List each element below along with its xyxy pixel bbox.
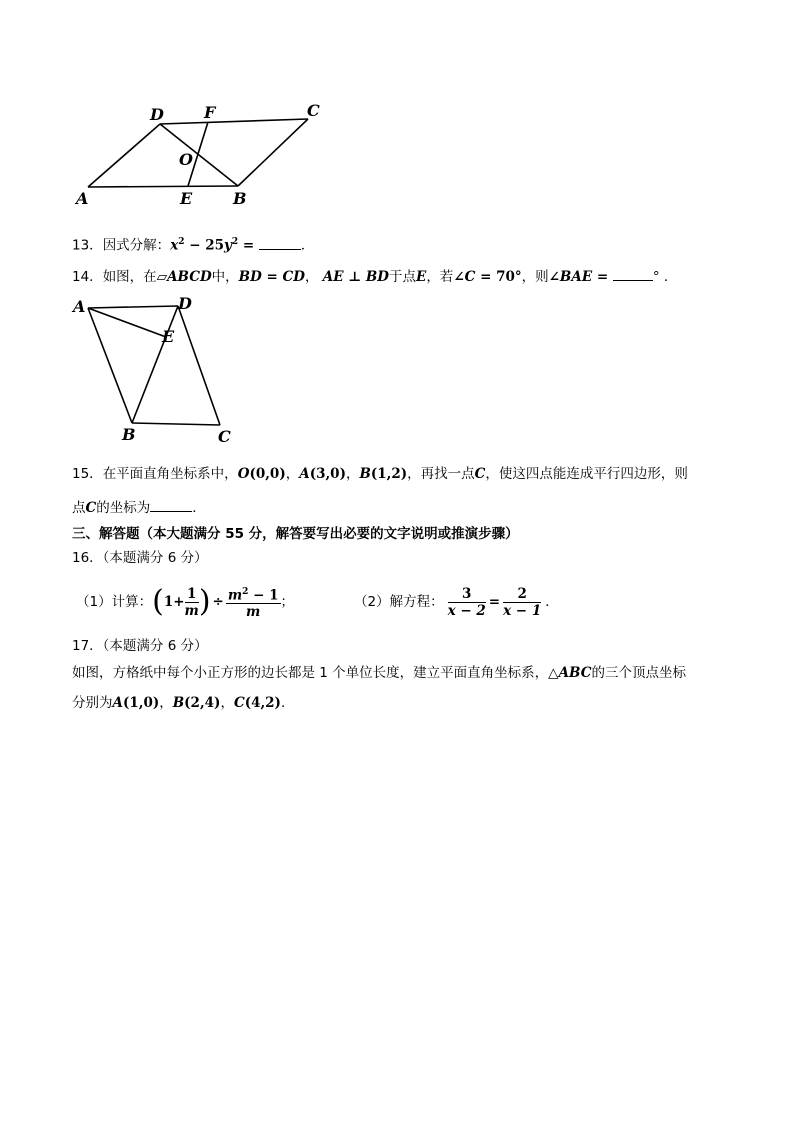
math-a: A — [299, 466, 310, 482]
math-eq: = — [488, 594, 501, 610]
label-d: D — [178, 295, 192, 313]
text: ，再找一点 — [407, 466, 475, 482]
question-text: 因式分解： — [102, 237, 171, 254]
question-13 — [72, 233, 314, 255]
text: 点 — [72, 500, 86, 516]
math-b: B — [172, 695, 185, 711]
question-14 — [72, 268, 677, 286]
segment-cb — [132, 423, 220, 425]
numerator: 1 — [185, 586, 199, 603]
triangle-symbol: △ — [548, 665, 559, 681]
denominator: m — [184, 602, 199, 619]
math-eq: = 70° — [475, 269, 522, 285]
left-paren: ( — [152, 584, 164, 619]
text: 在平面直角坐标系中， — [102, 466, 238, 482]
label-e: E — [162, 327, 175, 346]
numerator — [226, 584, 281, 605]
text: ， — [304, 269, 319, 285]
math-bd: BD — [365, 269, 390, 285]
fraction-1-over-m — [185, 586, 199, 619]
denominator: x − 1 — [503, 602, 542, 619]
label-c: C — [218, 427, 231, 446]
numerator: 2 — [503, 586, 541, 603]
question-15 — [72, 465, 688, 483]
part-label: （2）解方程： — [354, 594, 444, 610]
segment-ba — [88, 308, 132, 423]
math-x: x — [170, 237, 179, 254]
figure-parallelogram-2 — [70, 295, 240, 450]
segment-ad — [88, 124, 160, 187]
segment-ad — [88, 306, 178, 308]
math-minus-one: − 1 — [248, 587, 279, 604]
label-c: C — [307, 101, 320, 120]
question-number: 15． — [72, 466, 103, 482]
question-16-header: 16．（本题满分 6 分） — [72, 550, 208, 566]
math-coord: (2,4) — [184, 695, 221, 711]
period: ． — [280, 695, 295, 711]
right-paren: ) — [198, 584, 211, 619]
exponent: 2 — [231, 237, 239, 247]
question-17-line1 — [72, 664, 686, 682]
text: 如图，方格纸中每个小正方形的边长都是 1 个单位长度，建立平面直角坐标系， — [72, 665, 549, 681]
math-ae: AE — [322, 269, 344, 285]
math-c: C — [233, 695, 245, 711]
math-op: − 25 — [184, 237, 225, 254]
text: 如图，在 — [102, 269, 157, 285]
text: ， — [220, 695, 234, 711]
math-divide: ÷ — [212, 594, 224, 610]
math-coord: (1,2) — [370, 466, 408, 482]
text: 于点 — [389, 269, 417, 285]
question-16-part1 — [76, 580, 294, 624]
figure-parallelogram-1 — [70, 100, 340, 210]
label-b: B — [122, 425, 136, 444]
question-number: 14． — [72, 269, 103, 285]
math-abc: ABC — [558, 665, 592, 681]
label-o: O — [179, 150, 193, 169]
math-bd: BD — [238, 269, 262, 285]
segment-ab — [88, 186, 238, 187]
math-o: O — [237, 466, 250, 482]
question-16-part2 — [354, 580, 559, 624]
math-angle-bae: ∠BAE — [548, 269, 593, 285]
section-title: 三、解答题（本大题满分 55 分，解答要写出必要的文字说明或推演步骤） — [72, 526, 519, 542]
math-eq: = — [238, 237, 259, 254]
text: ， — [285, 466, 300, 482]
math-y: y — [224, 237, 232, 254]
degree: ° — [652, 269, 660, 285]
denominator: m — [246, 604, 261, 621]
text: ， — [159, 695, 173, 711]
text: ，则 — [521, 269, 549, 285]
period: ． — [300, 237, 315, 254]
segment-cb — [238, 119, 308, 186]
answer-blank[interactable] — [150, 499, 192, 512]
math-coord: (4,2) — [244, 695, 281, 711]
parallelogram-symbol: ▱ — [156, 269, 168, 285]
math-plus: + — [173, 594, 185, 610]
answer-blank[interactable] — [613, 268, 653, 281]
question-number: 13． — [72, 237, 103, 254]
segment-ae — [88, 308, 166, 337]
text: 的坐标为 — [96, 500, 151, 516]
math-e: E — [416, 269, 427, 285]
math-one: 1 — [163, 594, 174, 610]
text: ，使这四点能连成平行四边形，则 — [485, 466, 688, 482]
fraction-m2-1-over-m — [226, 584, 281, 621]
math-m: m — [227, 587, 243, 604]
question-15-line2 — [72, 499, 206, 517]
math-c: C — [85, 500, 97, 516]
exponent: 2 — [242, 586, 249, 597]
math-abcd: ABCD — [167, 269, 212, 285]
math-angle-c: ∠C — [453, 269, 476, 285]
segment-db — [160, 124, 238, 186]
math-cd: CD — [282, 269, 305, 285]
fraction-3-over-x-2 — [448, 586, 486, 619]
question-17-header: 17．（本题满分 6 分） — [72, 638, 208, 654]
question-17-line2 — [72, 694, 294, 712]
math-perp: ⊥ — [343, 269, 366, 285]
segment-bd — [132, 306, 178, 423]
text: ， — [345, 466, 360, 482]
label-e: E — [180, 189, 193, 208]
label-f: F — [204, 103, 216, 122]
text: 的三个顶点坐标 — [591, 665, 686, 681]
label-a: A — [73, 297, 86, 316]
fraction-2-over-x-1 — [503, 586, 541, 619]
segment-dc — [178, 306, 220, 425]
segment-dc — [160, 119, 308, 124]
text: ，若 — [426, 269, 454, 285]
answer-blank[interactable] — [259, 237, 301, 250]
exponent: 2 — [178, 237, 185, 247]
part-label: （1）计算： — [76, 594, 153, 610]
period: ． — [545, 594, 559, 610]
math-eq: = — [261, 269, 283, 285]
semicolon: ； — [280, 594, 295, 610]
period: ． — [663, 269, 678, 285]
denominator: x − 2 — [447, 602, 486, 619]
text: 分别为 — [72, 695, 113, 711]
math-coord: (3,0) — [309, 466, 346, 482]
text: 中， — [211, 269, 239, 285]
math-eq: = — [592, 269, 613, 285]
math-b: B — [359, 466, 371, 482]
period: ． — [192, 500, 206, 516]
label-a: A — [76, 189, 89, 208]
label-b: B — [233, 189, 247, 208]
math-a: A — [112, 695, 123, 711]
math-coord: (1,0) — [122, 695, 160, 711]
numerator: 3 — [448, 586, 486, 603]
math-c: C — [474, 466, 486, 482]
label-d: D — [150, 105, 164, 124]
math-coord: (0,0) — [249, 466, 286, 482]
